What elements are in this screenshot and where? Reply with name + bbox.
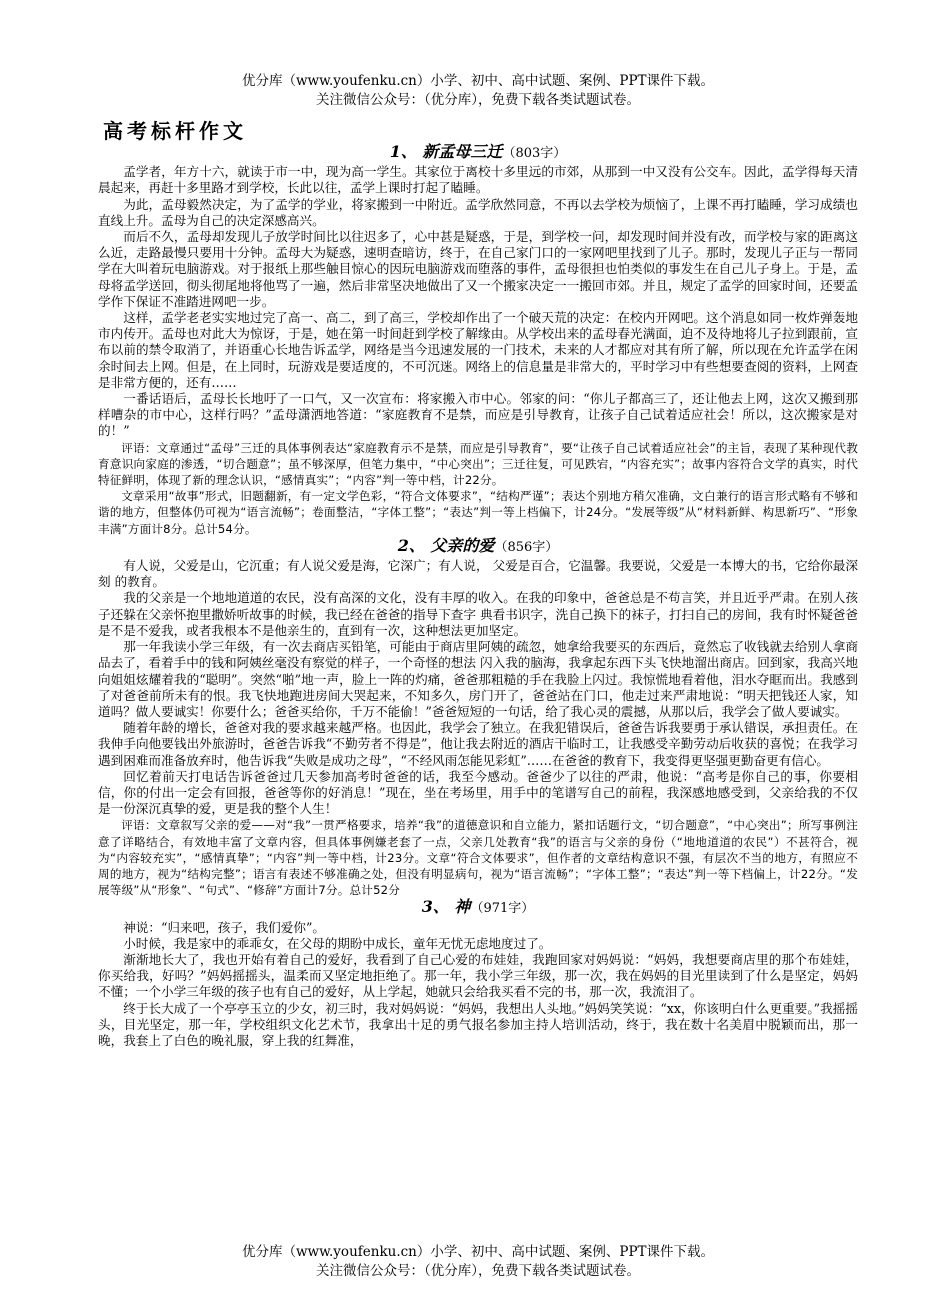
page-title: 高考标杆作文 — [103, 119, 247, 143]
essay-content — [98, 143, 858, 1049]
essay-3-title — [98, 899, 858, 917]
paragraph: 我的父亲是一个地地道道的农民，没有高深的文化，没有丰厚的收入。在我的印象中，爸爸总是不苟言笑，并且近乎严肃。在别人孩子还躲在父亲怀抱里撒娇听故事的时候，我已经在爸爸的指导下查字 典看书识字，洗自己换下的袜子，打扫自己的房间，我有时怀疑爸爸是不是不爱我，或者我根本不是他亲生的，直到有一次，这种想法更加坚定。 — [98, 590, 858, 638]
page-footer — [98, 1243, 858, 1281]
footer-line-1: 优分库（www.youfenku.cn）小学、初中、高中试题、案例、PPT课件下载。 — [241, 1244, 715, 1260]
paragraph: 神说：“归来吧，孩子，我们爱你”。 — [123, 919, 325, 935]
paragraph: 为此，孟母毅然决定，为了孟学的学业，将家搬到一中附近。孟学欣然同意，不再以去学校为烦恼了，上课不再打瞌睡，学习成绩也直线上升。孟母为自己的决定深感高兴。 — [98, 196, 858, 228]
paragraph: 渐渐地长大了，我也开始有着自己的爱好，我看到了自己心爱的布娃娃，我跑回家对妈妈说：“妈妈，我想要商店里的那个布娃娃，你买给我，好吗？”妈妈摇摇头，温柔而又坚定地拒绝了。那一年，我小学三年级，那一次，我在妈妈的目光里读到了什么是坚定，妈妈不懂；一个小学三年级的孩子也有自己的爱好，从上学起，她就只会给我买看不完的书，那一次，我流泪了。 — [98, 951, 858, 1000]
paragraph: 一番话语后，孟母长长地吁了一口气，又一次宣布：将家搬入市中心。邻家的问：“你儿子都高三了，还让他去上网，这次又搬到那样嘈杂的市中心，这样行吗？”孟母潇洒地答道：“家庭教育不是禁，而应是引导教育，让孩子自己试着适应社会！所以，这次搬家是对的！” — [98, 391, 858, 439]
paragraph: 那一年我读小学三年级，有一次去商店买铅笔，可能由于商店里阿姨的疏忽，她拿给我要买的东西后，竟然忘了收钱就去给别人拿商品去了，看着手中的钱和阿姨丝毫没有察觉的样子，一个奇怪的想法 闪入我的脑海，我拿起东西下头飞快地溜出商店。回到家，我高兴地向姐姐炫耀着我的“聪明”。突然“啪”地一声，脸上一阵的灼痛，爸爸那粗糙的手在我脸上闪过。我惊慌地看着他，泪水夺眶而出。我感到了对爸爸前所未有的恨。我飞快地跑进房间大哭起来，不知多久，房门开了，爸爸站在门口，他走过来严肃地说：“明天把钱还人家，知道吗？做人要诚实！你要什么；爸爸买给你，千万不能偷！”爸爸短短的一句话，给了我心灵的震撼，从那以后，我学会了做人要诚实。 — [98, 639, 858, 719]
page-header — [98, 72, 858, 110]
essay-3-title-text: 3、 神 — [421, 897, 471, 917]
essay-2-comment: 评语：文章叙写父亲的爱——对“我”一贯严格要求，培养“我”的道德意识和自立能力，紧扣话题行文，“切合题意”，“中心突出”；所写事例注意了详略结合，有效地丰富了文章内容，但具体事例嫌老套了一点，父亲几处教育“我”的语言与父亲的身份（“地地道道的农民”）不甚符合，视为“内容较充实”，“感情真挚”；“内容”判一等中档，计23分。文章“符合文体要求”，但作者的文章结构意识不强，有层次不当的地方，有照应不周的地方，视为“结构完整”；语言有表述不够准确之处，但没有明显病句，视为“语言流畅”；“字体工整”；“表达”判一等下档偏上，计22分。“发展等级”从“形象”、“句式”、“修辞”方面计7分。总计52分 — [98, 818, 858, 898]
essay-1-title-text: 1、 新孟母三迁 — [389, 142, 503, 161]
footer-line-2: 关注微信公众号：（优分库），免费下载各类试题试卷。 — [316, 1263, 640, 1279]
essay-3-word-count: （971字） — [470, 901, 535, 917]
essay-1-comment-2: 文章采用“故事”形式，旧题翻新，有一定文学色彩，“符合文体要求”，“结构严谨”；表达个别地方稍欠准确，文白兼行的语言形式略有不够和谐的地方，但整体仍可视为“语言流畅”；卷面整洁，“字体工整”；“表达”判一等上档偏下，计24分。“发展等级”从“材料新鲜、构思新巧”、“形象丰满”方面计8分。总计54分。 — [98, 489, 858, 536]
paragraph: 终于长大成了一个亭亭玉立的少女，初三时，我对妈妈说：“妈妈，我想出人头地。”妈妈笑笑说：“xx，你该明白什么更重要。”我摇摇头，目光坚定，那一年，学校组织文化艺术节，我拿出十足的勇气报名参加主持人培训活动，终于，我在数十名美眉中脱颖而出，那一晚，我套上了白色的晚礼服，穿上我的红舞准， — [98, 1000, 858, 1048]
essay-2-word-count: （856字） — [494, 539, 559, 555]
paragraph: 这样，孟学老老实实地过完了高一、高二，到了高三，学校却作出了一个破天荒的决定：在校内开网吧。这个消息如同一枚炸弹轰地市内传开。孟母也对此大为惊讶，于是，她在第一时间赶到学校了解缘由。从学校出来的孟母春光满面，迫不及待地将儿子拉到跟前，宣布以前的禁令取消了，并语重心长地告诉孟学，网络是当今迅速发展的一门技术，未来的人才都应对其有所了解，所以现在允许孟学在闲余时间去上网。但是，在上同时，玩游戏是要适度的，不可沉迷。网络上的信息量是非常大的，平时学习中有些想要查阅的资料，上网查是非常方便的，还有…… — [98, 310, 858, 390]
essay-2-title-text: 2、 父亲的爱 — [397, 535, 495, 555]
paragraph: 而后不久，孟母却发现儿子放学时间比以往迟多了，心中甚是疑惑，于是，到学校一问，却发现时间并没有改，而学校与家的距离这么近，走路最慢只要用十分钟。孟母大为疑惑，速明查暗访，终于，在自己家门口的一家网吧里找到了儿子。那时，发现儿子正与一帮同学在大叫着玩电脑游戏。对于报纸上那些触目惊心的因玩电脑游戏而堕落的事件，孟母很担也怕类似的事发生在自己儿子身上。于是，孟母将孟学送回，彻头彻尾地将他骂了一遍，然后非常坚决地做出了又一个搬家决定一一搬回市郊。并且，规定了孟学的回家时间，还要孟学作下保证不准踏进网吧一步。 — [98, 229, 858, 309]
paragraph: 回忆着前天打电话告诉爸爸过几天参加高考时爸爸的话，我至今感动。爸爸少了以往的严肃，他说：“高考是你自己的事，你要相信，你的付出一定会有回报，爸爸等你的好消息！”现在，坐在考场里，用手中的笔谱写自己的前程，我深感地感受到，父亲给我的不仅是一份深沉真挚的爱，更是我的整个人生！ — [98, 768, 858, 817]
essay-1-word-count: （803字） — [502, 146, 567, 161]
paragraph: 小时候，我是家中的乖乖女，在父母的期盼中成长，童年无忧无虑地度过了。 — [123, 935, 552, 951]
paragraph: 孟学者，年方十六，就读于市一中，现为高一学生。其家位于离校十多里远的市郊，从那到一中又没有公交车。因此，孟学得每天清晨起来，再赶十多里路才到学校，长此以往，孟学上课时打起了瞌睡。 — [98, 164, 858, 196]
essay-1-comment: 评语：文章通过“孟母”三迁的具体事例表达“家庭教育示不是禁，而应是引导教育”，要“让孩子自己试着适应社会”的主旨，表现了某种现代教育意识向家庭的渗透，“切合题意”；虽不够深厚，但笔力集中，“中心突出”；三迁往复，可见跌宕，“内容充实”；故事内容符合文学的真实，时代特征鲜明，体现了新的理念认识，“感情真实”；“内容”判一等中档，计22分。 — [98, 440, 858, 488]
essay-2-title — [98, 535, 858, 556]
essay-1-title — [98, 144, 858, 162]
header-line-2: 关注微信公众号：（优分库），免费下载各类试题试卷。 — [316, 92, 640, 108]
paragraph: 有人说，父爱是山，它沉重；有人说父爱是海，它深广；有人说， 父爱是百合，它温馨。我要说，父爱是一本博大的书，它给你最深刻 的教育。 — [98, 558, 858, 590]
header-line-1: 优分库（www.youfenku.cn）小学、初中、高中试题、案例、PPT课件下载。 — [241, 73, 715, 89]
paragraph: 随着年龄的增长，爸爸对我的要求越来越严格。也因此，我学会了独立。在我犯错误后，爸爸告诉我要勇于承认错误，承担责任。在我伸手向他要钱出外旅游时，爸爸告诉我“不勤劳者不得是”，他让我去附近的酒店干临时工，让我感受辛勤劳动后收获的喜悦；在我学习遇到困难而准备放弃时，他告诉我“失败是成功之母”，“不经风雨怎能见彩虹”……在爸爸的教育下，我变得更坚强更勤奋更有信心。 — [98, 720, 858, 768]
